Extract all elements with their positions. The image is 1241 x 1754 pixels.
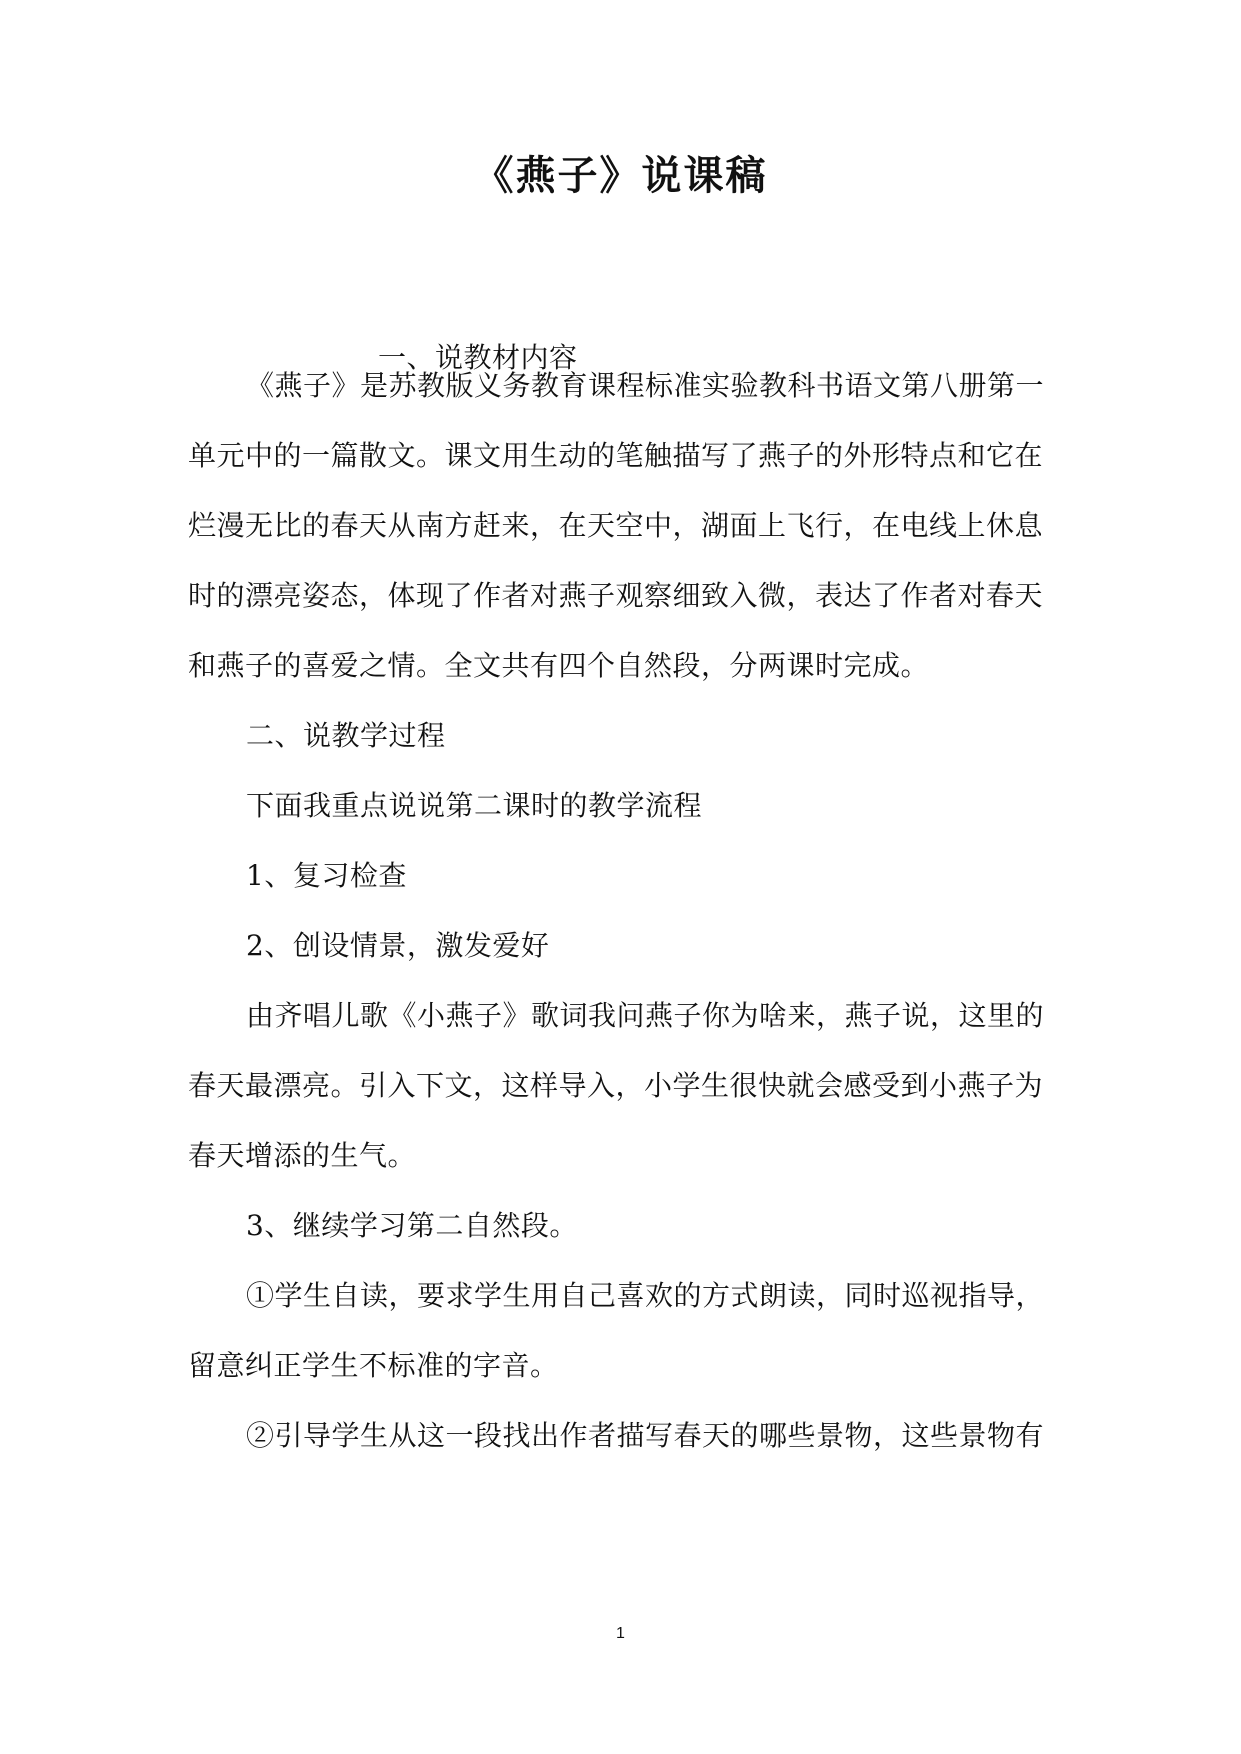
- paragraph-line: 烂漫无比的春天从南方赶来，在天空中，湖面上飞行，在电线上休息: [188, 509, 1044, 542]
- paragraph-line: 留意纠正学生不标准的字音。: [188, 1349, 559, 1382]
- paragraph-line: ②引导学生从这一段找出作者描写春天的哪些景物，这些景物有: [246, 1419, 1045, 1452]
- section-heading-process: 二、说教学过程: [246, 719, 446, 752]
- page-number: 1: [616, 1625, 625, 1642]
- list-item: 1、复习检查: [246, 859, 407, 892]
- paragraph-line: 春天增添的生气。: [188, 1139, 417, 1172]
- list-item: 3、继续学习第二自然段。: [246, 1209, 578, 1242]
- paragraph-line: 下面我重点说说第二课时的教学流程: [246, 789, 703, 822]
- page-title: 《燕子》说课稿: [473, 153, 768, 199]
- paragraph-line: 时的漂亮姿态，体现了作者对燕子观察细致入微，表达了作者对春天: [188, 579, 1044, 612]
- paragraph-line: ①学生自读，要求学生用自己喜欢的方式朗读，同时巡视指导，: [246, 1279, 1045, 1312]
- section-heading-textbook: 一、说教材内容: [378, 341, 578, 374]
- list-item: 2、创设情景，激发爱好: [246, 929, 550, 962]
- paragraph-line: 和燕子的喜爱之情。全文共有四个自然段，分两课时完成。: [188, 649, 930, 682]
- paragraph-line: 由齐唱儿歌《小燕子》歌词我问燕子你为啥来，燕子说，这里的: [246, 999, 1045, 1032]
- paragraph-line: 单元中的一篇散文。课文用生动的笔触描写了燕子的外形特点和它在: [188, 439, 1044, 472]
- paragraph-line: 春天最漂亮。引入下文，这样导入，小学生很快就会感受到小燕子为: [188, 1069, 1044, 1102]
- paragraph-line: 《燕子》是苏教版义务教育课程标准实验教科书语文第八册第一: [246, 369, 1045, 402]
